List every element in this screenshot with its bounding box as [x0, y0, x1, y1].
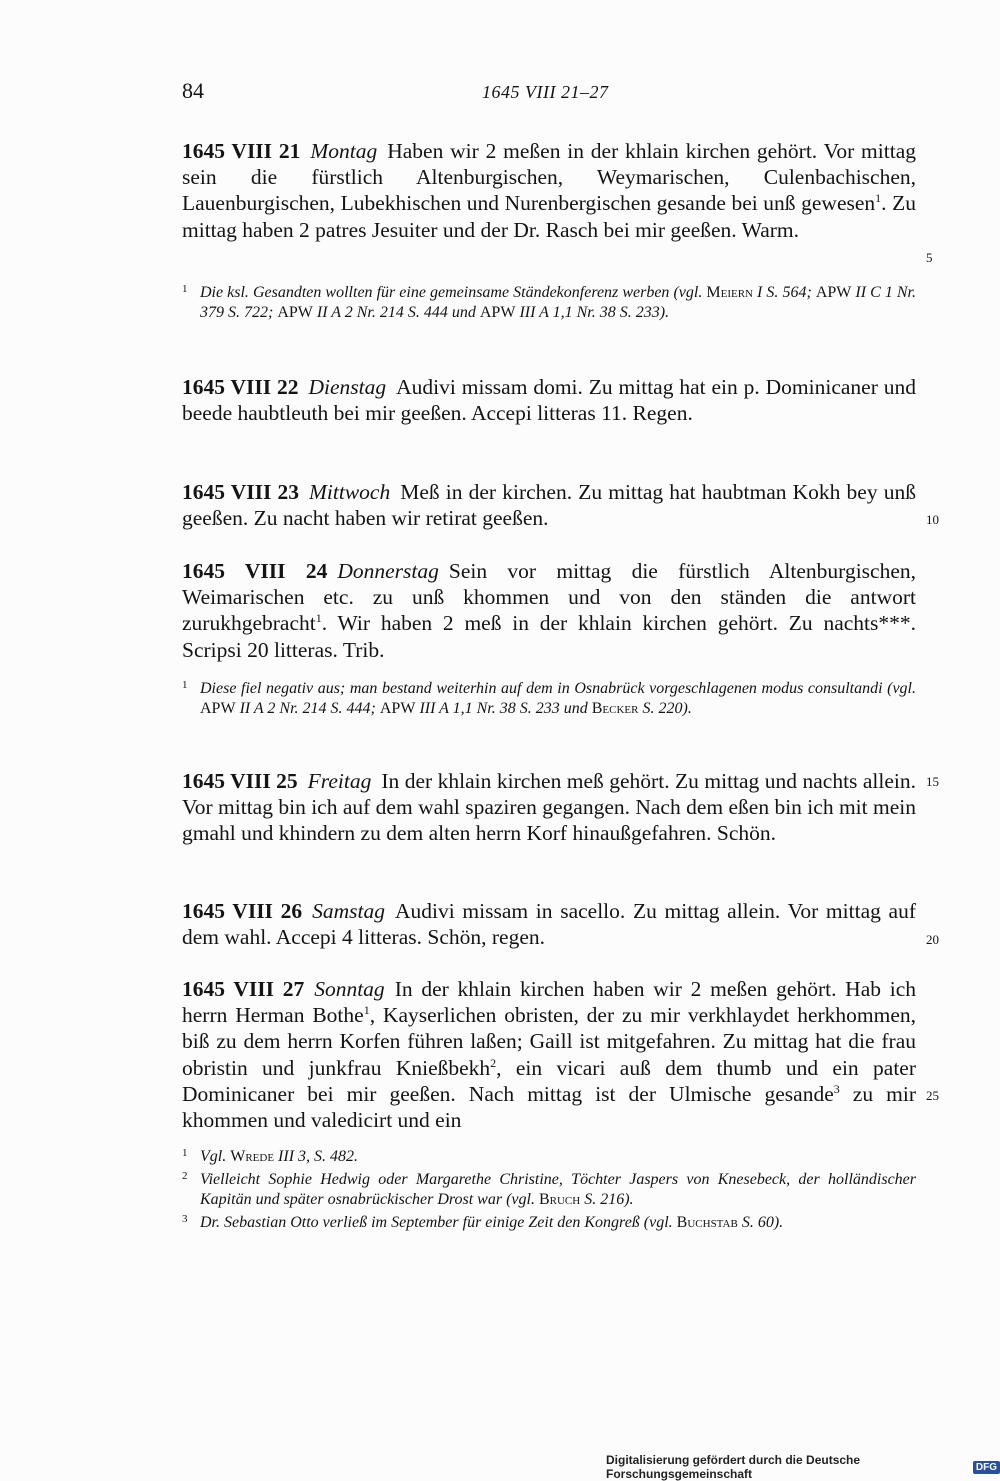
footnote-ref: 1 — [363, 1003, 370, 1018]
footnote-text: Die ksl. Gesandten wollten für eine gemeinsame Ständekonferenz werben (vgl. Meiern I S. 564; APW II C 1 Nr. 379 S. 722; APW II A 2 Nr. 214 S. 444 und APW III A 1,1 Nr. 38 S. 233). — [200, 284, 917, 321]
page-number: 84 — [182, 78, 204, 103]
entry-date: 1645 VIII 24 — [182, 559, 328, 583]
diary-entry-26 — [182, 898, 916, 950]
entry-date: 1645 VIII 21 — [182, 139, 301, 163]
dfg-logo-icon: DFG — [973, 1461, 1000, 1474]
footnote-text: Vielleicht Sophie Hedwig oder Margarethe Christine, Töchter Jaspers von Knesebeck, der holländischer Kapitän und später osnabrückischer Drost war (vgl. Bruch S. 216). — [200, 1171, 916, 1208]
entry-day: Freitag — [307, 769, 372, 793]
footnote-ref: 1 — [875, 191, 882, 206]
entry-day: Mittwoch — [309, 480, 391, 504]
footnote-27-3 — [182, 1213, 916, 1233]
running-head: 1645 VIII 21–27 — [482, 82, 609, 102]
line-number: 10 — [926, 512, 939, 527]
entry-text: . Zu mittag haben 2 patres Jesuiter und der Dr. Rasch bei mir geeßen. Warm. — [182, 191, 916, 242]
entry-date: 1645 VIII 27 — [182, 977, 305, 1001]
page-header — [182, 78, 916, 112]
footnote-24 — [182, 679, 916, 719]
footnote-ref: 3 — [833, 1081, 840, 1096]
footnote-text: Diese fiel negativ aus; man bestand weiterhin auf dem in Osnabrück vorgeschlagenen modus consultandi (vgl. APW II A 2 Nr. 214 S. 444; APW III A 1,1 Nr. 38 S. 233 und Becker S. 220). — [200, 680, 916, 717]
entry-text: , ein vicari auß dem thumb und ein pater Dominicaner bei mir geeßen. Nach mittag ist der Ulmische gesande — [182, 1055, 916, 1106]
entry-day: Dienstag — [308, 375, 387, 399]
diary-entry-27 — [182, 976, 916, 1133]
entry-text: , Kayserlichen obristen, der zu mir verkhlaydet herkhommen, biß zu dem herrn Korfen führen laßen; Gaill ist mitgefahren. Zu mittag hat die frau obristin und junkfrau Knießbekh — [182, 1003, 917, 1080]
footnote-marker: 2 — [182, 1170, 188, 1182]
footnote-marker: 1 — [182, 679, 188, 691]
entry-text: In der khlain kirchen meß gehört. Zu mittag und nachts allein. Vor mittag bin ich auf dem wahl spaziren gegangen. Nach dem eßen bin ich mit mein gmahl und khindern zu dem alten herrn Korf hinaußgefahren. Schön. — [182, 769, 916, 846]
diary-entry-25 — [182, 768, 916, 847]
entry-text: zu mir khommen und valedicirt und ein — [182, 1081, 916, 1133]
diary-entry-23 — [182, 479, 916, 531]
footnote-text: Vgl. Wrede III 3, S. 482. — [200, 1148, 359, 1165]
entry-text: . Wir haben 2 meß in der khlain kirchen gehört. Zu nachts***. Scripsi 20 litteras. Trib. — [182, 611, 916, 662]
footnote-27-2 — [182, 1170, 916, 1210]
entry-day: Montag — [310, 139, 378, 163]
footnote-text: Dr. Sebastian Otto verließ im September für einige Zeit den Kongreß (vgl. Buchstab S. 60). — [200, 1214, 784, 1231]
footnote-21 — [182, 283, 916, 323]
diary-entry-21 — [182, 138, 916, 243]
footnote-27-1 — [182, 1147, 916, 1167]
entry-day: Donnerstag — [337, 559, 439, 583]
line-number: 15 — [926, 774, 939, 789]
entry-text: In der khlain kirchen haben wir 2 meßen gehört. Hab ich herrn Herman Bothe — [182, 977, 916, 1028]
footnote-ref: 2 — [490, 1055, 497, 1070]
entry-text: Audivi missam domi. Zu mittag hat ein p. Dominicaner und beede haubtleuth bei mir geeßen. Accepi litteras 11. Regen. — [182, 375, 916, 426]
entry-day: Samstag — [312, 899, 385, 923]
footnote-marker: 1 — [182, 283, 188, 295]
diary-entry-24 — [182, 558, 916, 663]
footnote-ref: 1 — [315, 611, 322, 626]
entry-text: Meß in der kirchen. Zu mittag hat haubtman Kokh bey unß geeßen. Zu nacht haben wir retirat geeßen. — [182, 480, 916, 531]
entry-text: Sein vor mittag die fürstlich Altenburgischen, Weimarischen etc. zu unß khommen und von den ständen die antwort zurukhgebracht — [182, 559, 916, 636]
digitization-footer — [606, 1453, 1000, 1481]
line-number: 25 — [926, 1088, 939, 1103]
line-number: 20 — [926, 932, 939, 947]
entry-text: Audivi missam in sacello. Zu mittag allein. Vor mittag auf dem wahl. Accepi 4 litteras. Schön, regen. — [182, 899, 917, 950]
entry-day: Sonntag — [314, 977, 385, 1001]
diary-entry-22 — [182, 374, 916, 426]
entry-date: 1645 VIII 23 — [182, 480, 300, 504]
footnote-marker: 3 — [182, 1213, 188, 1225]
footnote-marker: 1 — [182, 1147, 188, 1159]
entry-date: 1645 VIII 25 — [182, 769, 298, 793]
footer-text: Digitalisierung gefördert durch die Deutsche Forschungsgemeinschaft — [606, 1453, 861, 1481]
entry-date: 1645 VIII 26 — [182, 899, 303, 923]
entry-date: 1645 VIII 22 — [182, 375, 299, 399]
entry-text: Haben wir 2 meßen in der khlain kirchen gehört. Vor mittag sein die fürstlich Altenburgischen, Weymarischen, Culenbachischen, Lauenburgischen, Lubekhischen und Nurenbergischen gesande bei unß gewesen — [182, 139, 916, 216]
line-number: 5 — [926, 250, 933, 265]
